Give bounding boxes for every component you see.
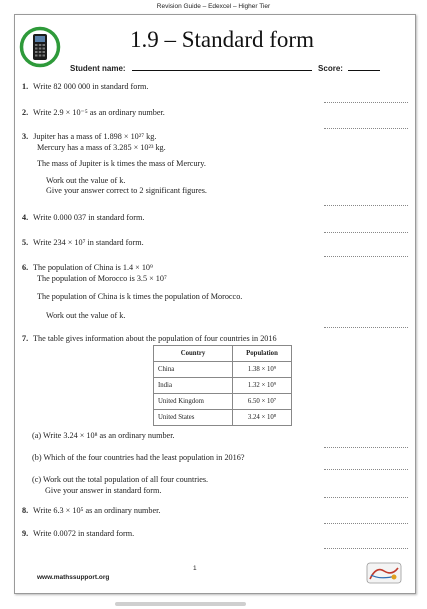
question-text: The population of China is k times the population of Morocco. (37, 292, 243, 301)
question-text: Work out the total population of all four countries. (43, 475, 209, 484)
table-row (154, 362, 292, 378)
column-header: Population (233, 346, 292, 362)
question-number: 7. (22, 334, 29, 343)
answer-line-7c[interactable] (324, 497, 408, 498)
question-text: The population of Morocco is 3.5 × 10⁷ (37, 273, 167, 283)
question-number: 8. (22, 506, 29, 515)
maths-support-badge-icon (366, 562, 402, 584)
answer-line-6[interactable] (324, 327, 408, 328)
question-text: The population of China is 1.4 × 10⁹ (33, 263, 153, 272)
question-text: Write 2.9 × 10⁻⁵ as an ordinary number. (33, 108, 165, 117)
question-text: Give your answer correct to 2 significant figures. (46, 186, 207, 195)
question-number: 6. (22, 263, 29, 272)
question-text: Work out the value of k. (46, 310, 126, 320)
question-text: Jupiter has a mass of 1.898 × 10²⁷ kg. (33, 132, 157, 141)
part-label: (a) (32, 431, 42, 440)
question-5 (22, 238, 144, 249)
question-text: Write 82 000 000 in standard form. (33, 82, 149, 91)
question-text: The table gives information about the population of four countries in 2016 (33, 334, 277, 343)
table-header-row (154, 346, 292, 362)
question-9 (22, 529, 134, 540)
question-text: Write 0.0072 in standard form. (33, 529, 135, 538)
question-text: The mass of Jupiter is k times the mass of Mercury. (37, 159, 206, 168)
question-text: Which of the four countries had the least population in 2016? (43, 453, 245, 462)
population-cell: 6.50 × 10⁷ (233, 394, 292, 410)
population-cell: 3.24 × 10⁸ (233, 410, 292, 426)
question-number: 9. (22, 529, 29, 538)
country-cell: India (154, 378, 233, 394)
page-title: 1.9 – Standard form (130, 27, 314, 52)
page-number: 1 (193, 565, 197, 572)
question-6 (22, 263, 242, 321)
question-1 (22, 82, 148, 93)
question-number: 1. (22, 82, 29, 91)
table-row (154, 378, 292, 394)
answer-line-4[interactable] (324, 232, 408, 233)
country-cell: United Kingdom (154, 394, 233, 410)
question-text: Write 6.3 × 10⁵ as an ordinary number. (33, 506, 161, 515)
answer-line-3[interactable] (324, 205, 408, 206)
score-label: Score: (318, 64, 343, 73)
score-field[interactable] (348, 70, 380, 71)
question-text: Write 3.24 × 10⁸ as an ordinary number. (43, 431, 175, 440)
answer-line-2[interactable] (324, 128, 408, 129)
table-row (154, 394, 292, 410)
question-number: 2. (22, 108, 29, 117)
answer-line-7a[interactable] (324, 447, 408, 448)
answer-line-9[interactable] (324, 548, 408, 549)
answer-line-8[interactable] (324, 523, 408, 524)
question-3 (22, 132, 207, 197)
question-number: 4. (22, 213, 29, 222)
population-cell: 1.32 × 10⁹ (233, 378, 292, 394)
student-info-row (70, 64, 380, 73)
country-cell: China (154, 362, 233, 378)
question-7 (22, 334, 277, 345)
question-7b (32, 453, 244, 464)
country-cell: United States (154, 410, 233, 426)
horizontal-scrollbar[interactable] (115, 602, 246, 606)
question-8 (22, 506, 160, 517)
question-text: Give your answer in standard form. (45, 485, 162, 495)
question-7c (32, 475, 208, 496)
question-text: Work out the value of k. (46, 175, 126, 185)
answer-line-1[interactable] (324, 102, 408, 103)
answer-line-7b[interactable] (324, 469, 408, 470)
student-name-field[interactable] (132, 70, 312, 71)
student-name-label: Student name: (70, 64, 126, 73)
footer-url: www.mathssupport.org (37, 574, 110, 581)
question-7a (32, 431, 175, 442)
question-text: Mercury has a mass of 3.285 × 10²³ kg. (37, 142, 166, 152)
question-4 (22, 213, 144, 224)
table-row (154, 410, 292, 426)
part-label: (b) (32, 453, 42, 462)
calculator-icon (19, 26, 61, 68)
question-number: 3. (22, 132, 29, 141)
population-table (153, 345, 292, 426)
question-number: 5. (22, 238, 29, 247)
answer-line-5[interactable] (324, 256, 408, 257)
question-2 (22, 108, 165, 119)
column-header: Country (154, 346, 233, 362)
population-cell: 1.38 × 10⁹ (233, 362, 292, 378)
question-text: Write 234 × 10⁷ in standard form. (33, 238, 144, 247)
question-text: Write 0.000 037 in standard form. (33, 213, 145, 222)
part-label: (c) (32, 475, 42, 484)
document-header: Revision Guide – Edexcel – Higher Tier (156, 3, 271, 10)
